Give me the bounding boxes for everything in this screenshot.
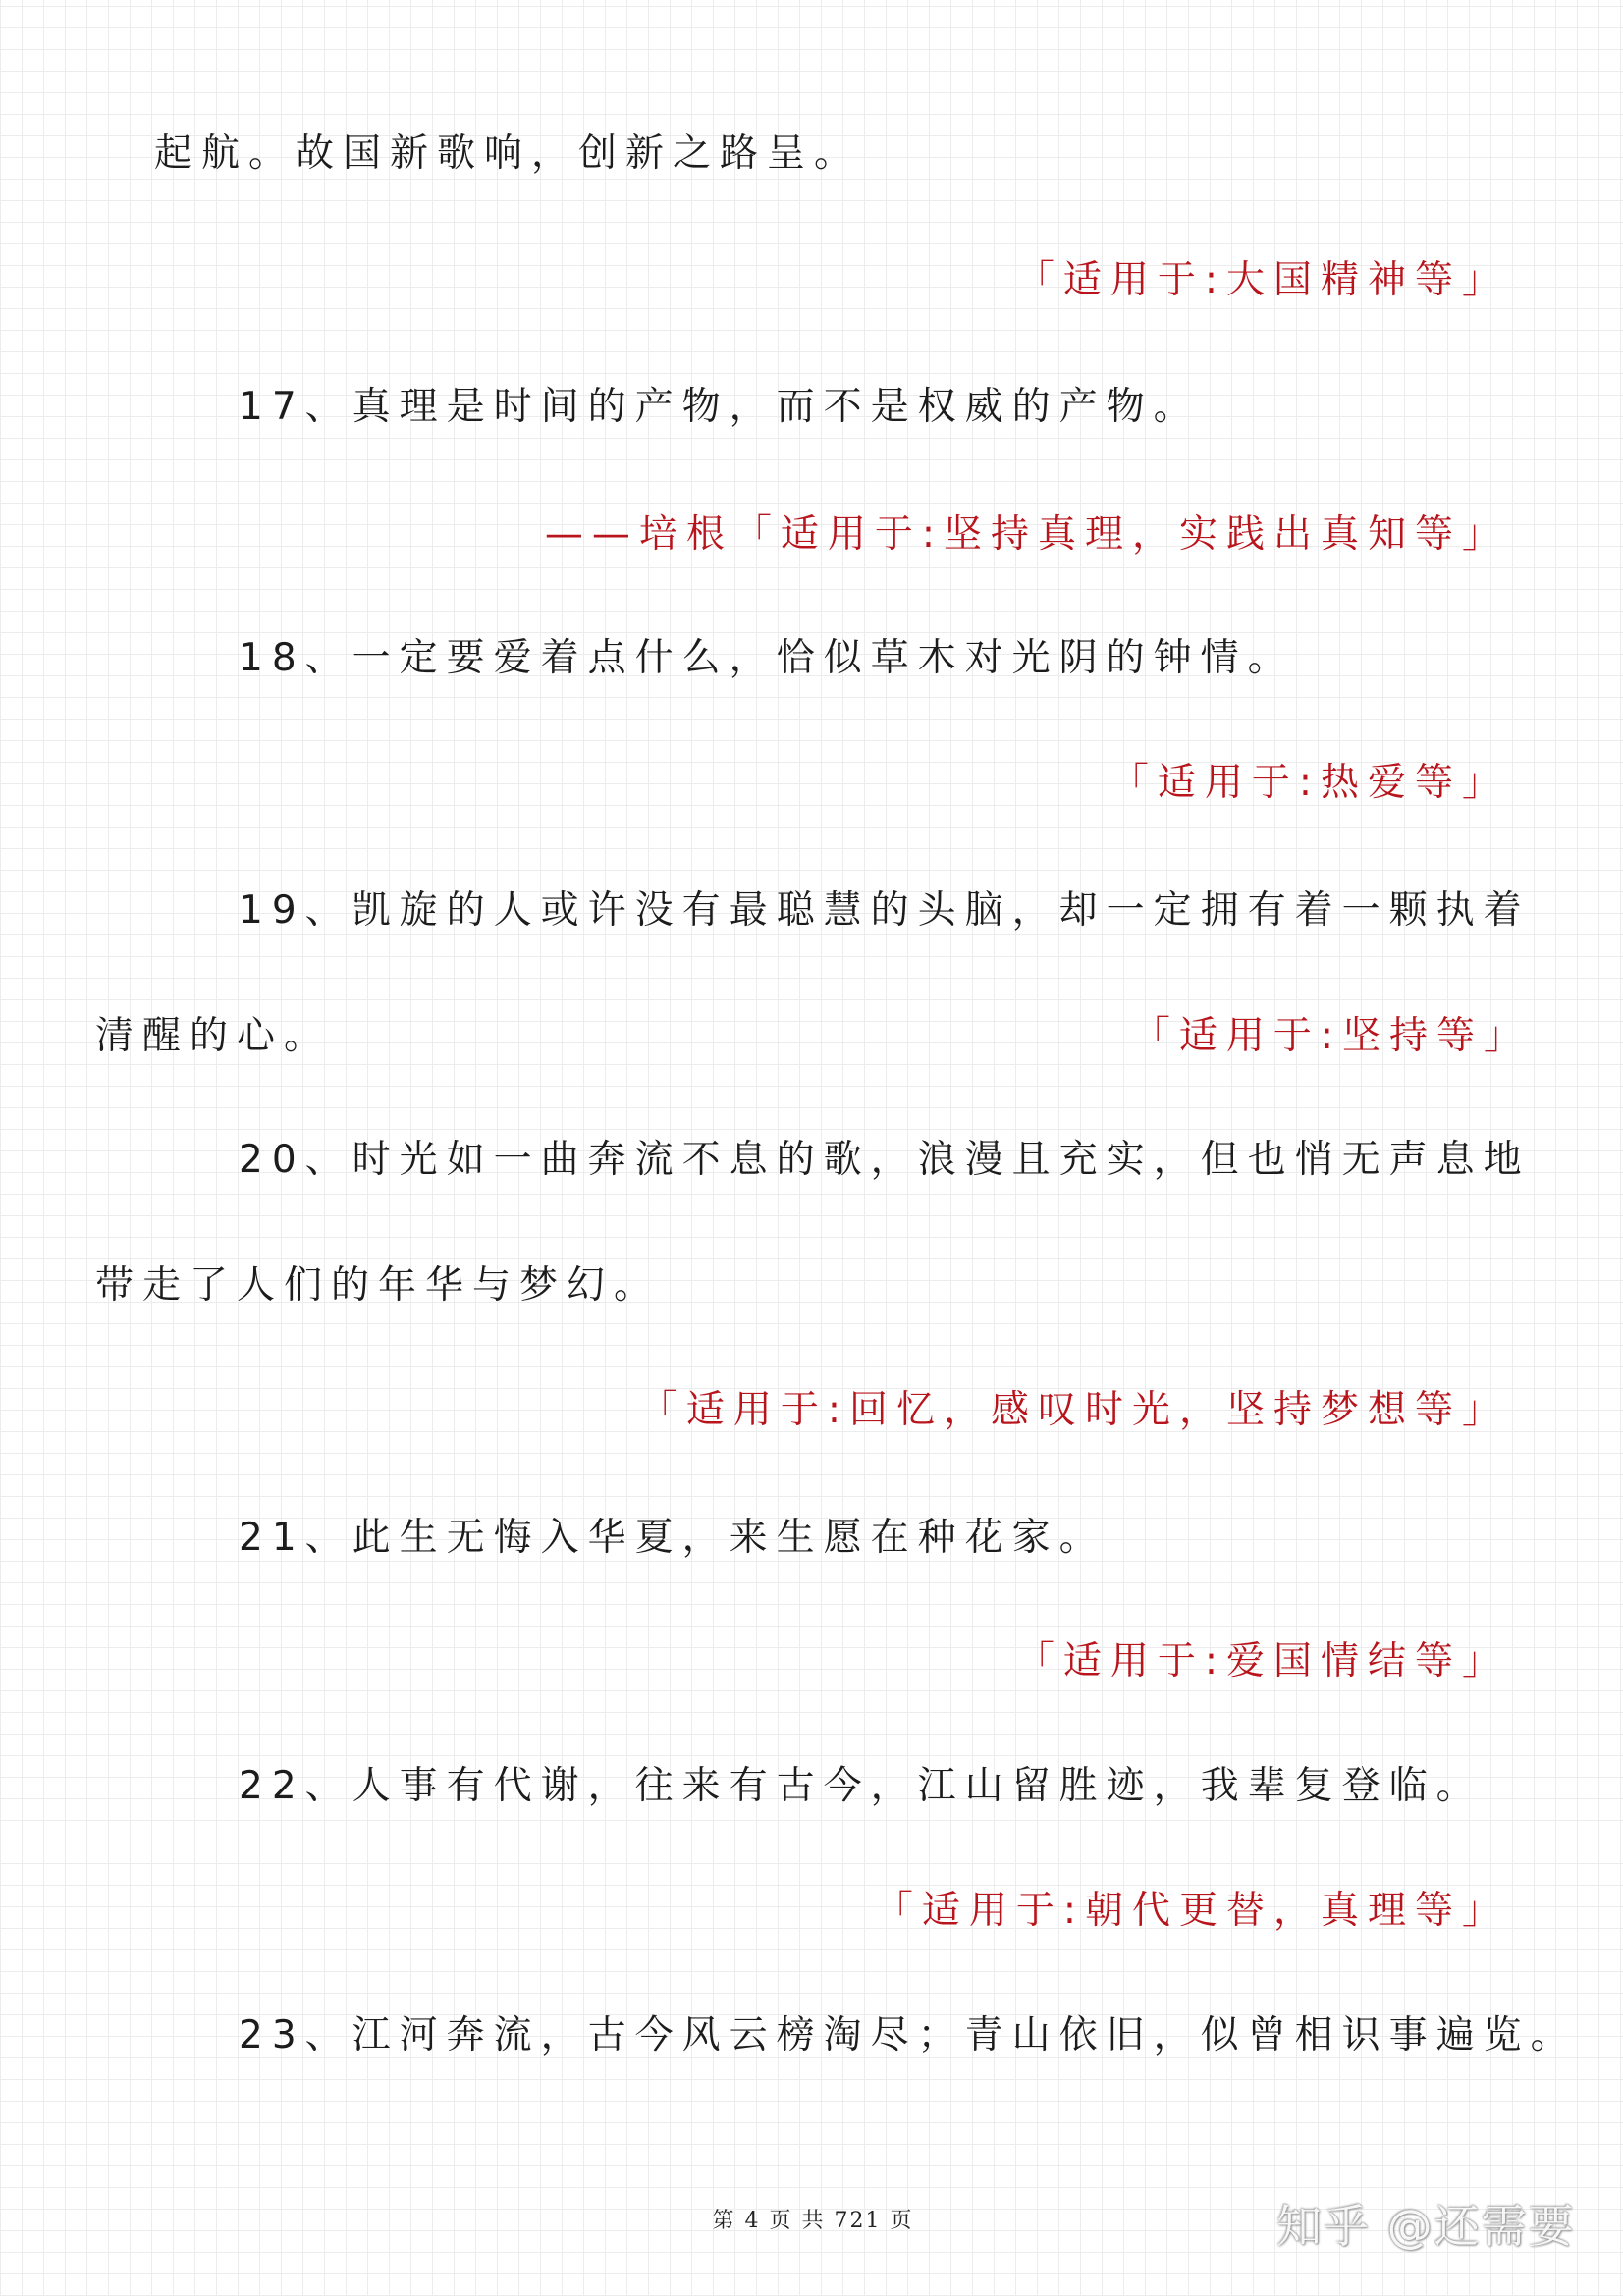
- usage-tag: 「适用于:坚持等」: [1131, 1014, 1531, 1058]
- quote-21: 21、此生无悔入华夏，来生愿在种花家。: [239, 1516, 1107, 1560]
- quote-19-continuation: 清醒的心。: [95, 1014, 332, 1058]
- quote-18: 18、一定要爱着点什么，恰似草木对光阴的钟情。: [239, 636, 1295, 680]
- text-line-continuation: 起航。故国新歌响，创新之路呈。: [154, 132, 862, 176]
- zhihu-watermark: 知乎 @还需要: [1276, 2200, 1576, 2253]
- usage-tag: 「适用于:朝代更替，真理等」: [874, 1889, 1509, 1933]
- quote-17: 17、真理是时间的产物，而不是权威的产物。: [239, 385, 1201, 429]
- page-number-footer: 第 4 页 共 721 页: [712, 2209, 914, 2233]
- quote-22: 22、人事有代谢，往来有古今，江山留胜迹，我辈复登临。: [239, 1764, 1484, 1808]
- quote-23: 23、江河奔流，古今风云榜淘尽；青山依旧，似曾相识事遍览。: [239, 2013, 1578, 2057]
- quote-20: 20、时光如一曲奔流不息的歌，浪漫且充实，但也悄无声息地: [239, 1138, 1531, 1182]
- quote-20-continuation: 带走了人们的年华与梦幻。: [95, 1263, 662, 1308]
- usage-tag: 「适用于:爱国情结等」: [1015, 1639, 1509, 1683]
- usage-tag: 「适用于:大国精神等」: [1015, 258, 1509, 302]
- usage-tag: 「适用于:回忆，感叹时光，坚持梦想等」: [638, 1388, 1509, 1432]
- quote-19: 19、凯旋的人或许没有最聪慧的头脑，却一定拥有着一颗执着: [239, 888, 1531, 933]
- attribution-usage-tag: ——培根「适用于:坚持真理，实践出真知等」: [544, 512, 1509, 557]
- usage-tag: 「适用于:热爱等」: [1109, 761, 1509, 805]
